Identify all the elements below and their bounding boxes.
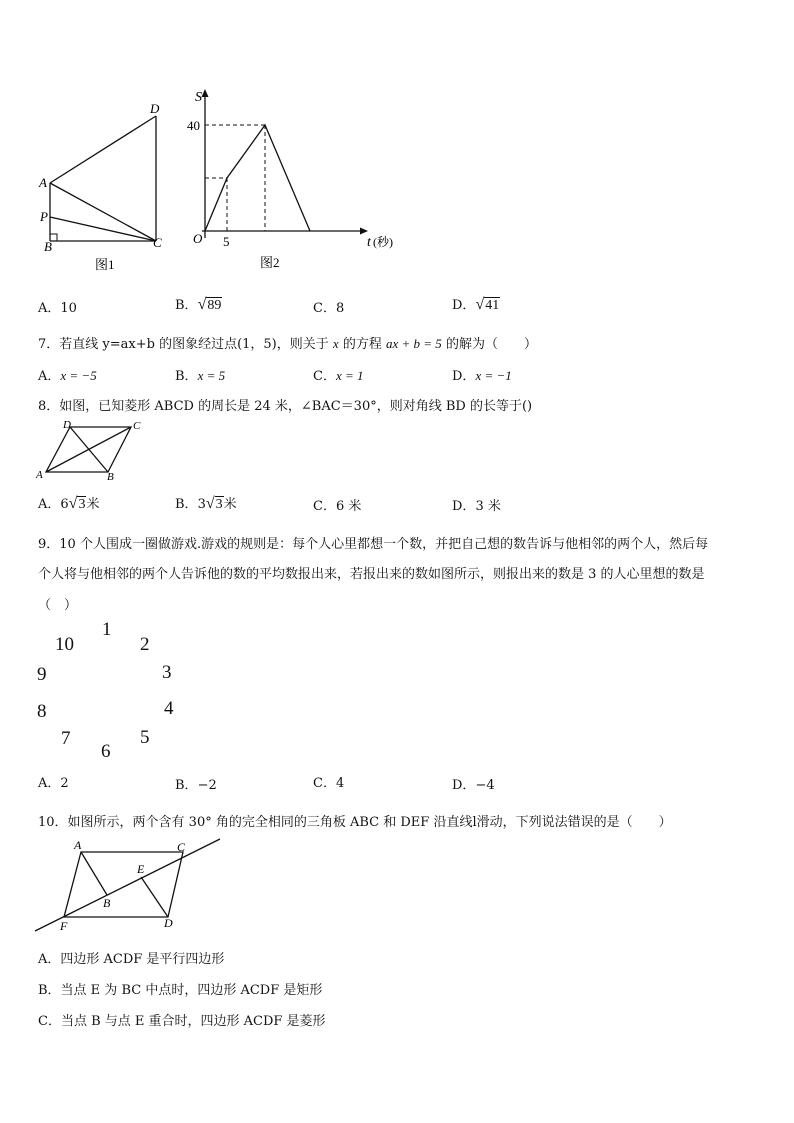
label-D: D <box>63 419 71 431</box>
q10-option-c: C．当点 B 与点 E 重合时，四边形 ACDF 是菱形 <box>38 1014 326 1029</box>
seg-AB <box>81 852 107 895</box>
label-D: D <box>164 916 173 930</box>
option-letter: C． <box>313 499 336 514</box>
q10-option-b: B．当点 E 为 BC 中点时，四边形 ACDF 是矩形 <box>38 983 323 998</box>
label-A: A <box>36 469 43 481</box>
q9-stem-line-1: 9．10 个人围成一圈做游戏.游戏的规则是：每个人心里都想一个数，并把自己想的数告诉与他相邻的两个人，然后每 <box>38 537 709 552</box>
q8-option-a <box>38 493 99 513</box>
sqrt-expression: √41 <box>475 296 500 313</box>
seg-AD <box>50 116 156 183</box>
label-E: E <box>137 862 145 876</box>
option-value: 10 <box>60 301 77 316</box>
label-P: P <box>40 209 48 224</box>
option-letter: A． <box>38 301 61 316</box>
figure-2 <box>185 85 405 275</box>
q8-option-c <box>313 495 361 514</box>
q7-option-b <box>175 365 225 384</box>
q7-stem <box>38 333 537 352</box>
option-value: x = 5 <box>197 368 226 383</box>
label-A: A <box>74 838 82 852</box>
q9-option-b <box>175 774 217 793</box>
option-letter: A． <box>38 497 61 512</box>
q7-var: x <box>332 336 339 351</box>
option-letter: A． <box>38 369 61 384</box>
unit: 米 <box>223 497 237 512</box>
seg-ED <box>141 877 168 917</box>
option-letter: C． <box>313 301 336 316</box>
q8-stem: 8．如图，已知菱形 ABCD 的周长是 24 米，∠BAC＝30°，则对角线 BD 的长等于() <box>38 399 533 414</box>
option-letter: D． <box>452 778 476 793</box>
y-tick-40: 40 <box>187 118 200 133</box>
label-C: C <box>177 840 186 854</box>
q9-stem-line-2: 个人将与他相邻的两个人告诉他的数的平均数报出来，若报出来的数如图所示，则报出来的数是 3 的人心里想的数是 <box>38 567 705 582</box>
option-letter: D． <box>452 298 476 313</box>
q7-option-d <box>452 365 512 384</box>
radicand: 3 <box>215 497 223 512</box>
label-F: F <box>60 919 68 933</box>
origin-label: O <box>193 231 203 246</box>
label-D: D <box>150 101 160 116</box>
sqrt-expression: √3 <box>205 495 223 512</box>
option-letter: B． <box>175 497 198 512</box>
q9-option-c <box>313 772 344 791</box>
radicand: 89 <box>207 298 222 313</box>
circle-number: 5 <box>140 727 150 748</box>
q7-option-a <box>38 365 97 384</box>
option-letter: D． <box>452 499 476 514</box>
coef: 6 <box>60 497 69 512</box>
label-B: B <box>44 239 52 254</box>
q7-text-3: 的解为（ ） <box>445 337 537 352</box>
circle-number: 9 <box>37 664 47 685</box>
coef: 3 <box>197 497 206 512</box>
option-value: x = −1 <box>475 368 512 383</box>
q6-option-b <box>175 294 222 314</box>
option-letter: B． <box>175 778 198 793</box>
option-value: x = −5 <box>60 368 97 383</box>
sqrt-expression: √89 <box>197 296 222 313</box>
x-tick-5: 5 <box>223 234 230 249</box>
q10-figure <box>30 835 230 935</box>
t-axis-arrow <box>360 228 368 235</box>
radicand: 3 <box>78 497 86 512</box>
s-label: S <box>195 90 202 105</box>
option-value: 4 <box>335 776 345 791</box>
circle-number: 8 <box>37 701 47 722</box>
label-C: C <box>153 235 162 250</box>
sqrt-expression: √3 <box>68 495 86 512</box>
t-unit: (秒) <box>373 235 393 249</box>
q9-option-a <box>38 772 69 791</box>
q6-option-a <box>38 297 77 316</box>
option-letter: B． <box>175 369 198 384</box>
q7-text-2: 的方程 <box>342 337 382 352</box>
circle-number: 4 <box>164 698 174 719</box>
figure-2-caption: 图2 <box>260 255 280 270</box>
seg-PC <box>50 217 156 241</box>
option-letter: C． <box>313 369 336 384</box>
q7-text-1: 7．若直线 y=ax+b 的图象经过点(1，5)，则关于 <box>38 337 329 352</box>
q8-option-d <box>452 495 501 514</box>
option-value: −4 <box>475 778 495 793</box>
q7-equation: ax + b = 5 <box>385 336 442 351</box>
radicand: 41 <box>485 298 500 313</box>
seg-AC <box>50 183 156 241</box>
q10-stem: 10．如图所示，两个含有 30° 角的完全相同的三角板 ABC 和 DEF 沿直线l滑动，下列说法错误的是（ ） <box>38 815 672 830</box>
label-B: B <box>107 471 114 483</box>
diag-BD <box>70 427 108 472</box>
q10-option-a: A．四边形 ACDF 是平行四边形 <box>38 952 225 967</box>
circle-number: 3 <box>162 662 172 683</box>
circle-number: 10 <box>55 634 74 655</box>
t-label: t <box>367 235 371 250</box>
option-letter: C． <box>313 776 336 791</box>
q7-option-c <box>313 365 364 384</box>
option-value: 6 米 <box>335 499 362 514</box>
s-axis-arrow <box>202 89 209 97</box>
label-B: B <box>103 896 111 910</box>
q6-option-d <box>452 294 500 314</box>
option-letter: D． <box>452 369 476 384</box>
circle-number: 7 <box>61 728 71 749</box>
figure-1-caption: 图1 <box>95 257 115 272</box>
option-value: 8 <box>335 301 345 316</box>
q9-option-d <box>452 774 495 793</box>
option-value: 2 <box>60 776 69 791</box>
figure-1 <box>30 95 180 275</box>
label-C: C <box>133 420 141 432</box>
circle-number: 1 <box>102 619 112 640</box>
circle-number: 2 <box>140 634 150 655</box>
label-A: A <box>39 175 47 190</box>
option-value: x = 1 <box>335 368 364 383</box>
q6-option-c <box>313 297 344 316</box>
option-letter: A． <box>38 776 61 791</box>
circle-number: 6 <box>101 741 111 762</box>
option-letter: B． <box>175 298 198 313</box>
q8-rhombus-figure <box>30 418 150 483</box>
q9-stem-line-3: （ ） <box>38 598 78 613</box>
option-value: 3 米 <box>475 499 501 514</box>
q8-option-b <box>175 493 237 513</box>
option-value: −2 <box>197 778 217 793</box>
unit: 米 <box>86 497 100 512</box>
